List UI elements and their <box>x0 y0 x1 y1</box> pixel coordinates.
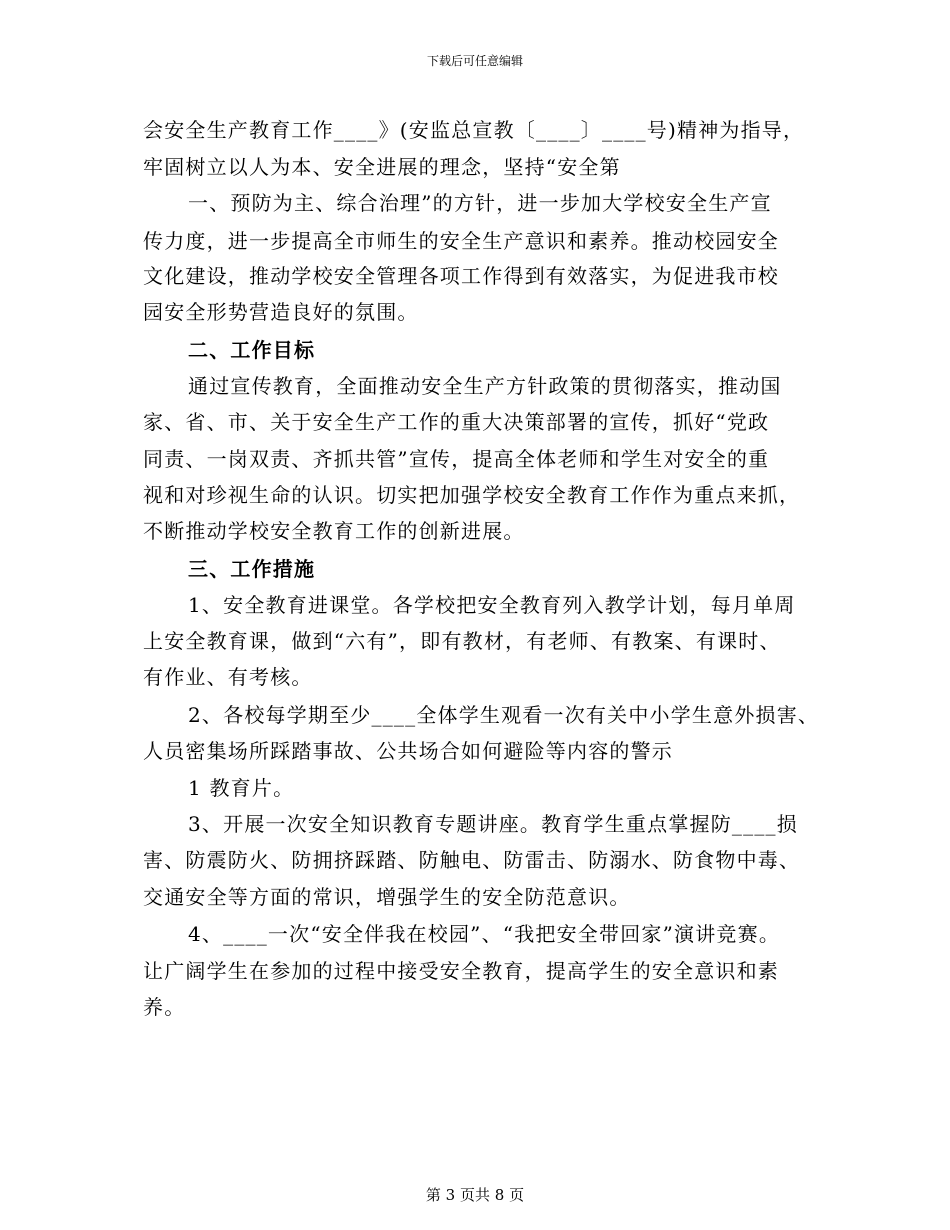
text-line: 养。 <box>143 995 186 1019</box>
text-line: 园安全形势营造良好的氛围。 <box>143 300 419 324</box>
text-line: 上安全教育课，做到“六有”，即有教材，有老师、有教案、有课时、 <box>143 629 781 653</box>
text-line: 会安全生产教育工作____》(安监总宣教〔____〕____号)精神为指导， <box>143 118 805 142</box>
text-line: 家、省、市、关于安全生产工作的重大决策部署的宣传，抓好“党政 <box>143 410 770 434</box>
text-line: 人员密集场所踩踏事故、公共场合如何避险等内容的警示 <box>143 739 673 763</box>
page-header: 下载后可任意编辑 <box>426 54 523 68</box>
section-heading-measures: 三、工作措施 <box>188 557 316 581</box>
text-line: 交通安全等方面的常识，增强学生的安全防范意识。 <box>143 885 631 909</box>
text-line: 4、____一次“安全伴我在校园”、“我把安全带回家”演讲竞赛。 <box>188 922 781 946</box>
text-line: 有作业、有考核。 <box>143 665 313 689</box>
text-line: 同责、一岗双责、齐抓共管”宣传，提高全体老师和学生对安全的重 <box>143 447 770 471</box>
text-line: 牢固树立以人为本、安全进展的理念，坚持“安全第 <box>143 155 621 179</box>
text-line: 1 教育片。 <box>188 776 295 800</box>
text-line: 1、安全教育进课堂。各学校把安全教育列入教学计划，每月单周 <box>188 593 796 617</box>
text-line: 传力度，进一步提高全市师生的安全生产意识和素养。推动校园安全 <box>143 229 779 253</box>
text-line: 通过宣传教育，全面推动安全生产方针政策的贯彻落实，推动国 <box>188 374 782 398</box>
text-line: 一、预防为主、综合治理”的方针，进一步加大学校安全生产宣 <box>188 191 772 215</box>
text-line: 让广阔学生在参加的过程中接受安全教育，提高学生的安全意识和素 <box>143 959 779 983</box>
text-line: 2、各校每学期至少____全体学生观看一次有关中小学生意外损害、 <box>188 703 820 727</box>
text-line: 视和对珍视生命的认识。切实把加强学校安全教育工作作为重点来抓， <box>143 483 801 507</box>
text-line: 害、防震防火、防拥挤踩踏、防触电、防雷击、防溺水、防食物中毒、 <box>143 848 801 872</box>
page-footer: 第 3 页共 8 页 <box>425 1186 525 1204</box>
text-line: 不断推动学校安全教育工作的创新进展。 <box>143 519 525 543</box>
text-line: 文化建设，推动学校安全管理各项工作得到有效落实，为促进我市校 <box>143 264 779 288</box>
section-heading-goals: 二、工作目标 <box>188 338 316 362</box>
text-line: 3、开展一次安全知识教育专题讲座。教育学生重点掌握防____损 <box>188 812 798 836</box>
